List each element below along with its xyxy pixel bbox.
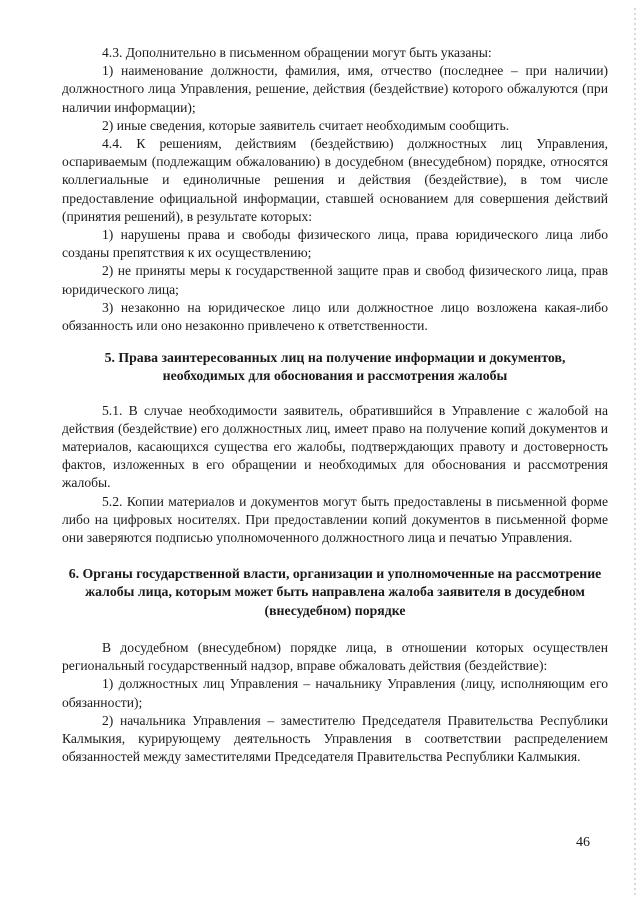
paragraph-4-4-item-3: 3) незаконно на юридическое лицо или должностное лицо возложена какая-либо обязанность или оно незаконно привлечено к ответственности. [62, 299, 608, 334]
paragraph-5-2: 5.2. Копии материалов и документов могут быть предоставлены в письменной форме либо на цифровых носителях. При предоставлении копий документов в письменной форме они заверяются подписью уполномоченного должностного лица и печатью Управления. [62, 493, 608, 546]
document-page [62, 44, 608, 766]
paragraph-6-item-2: 2) начальника Управления – заместителю Председателя Правительства Республики Калмыкия, курирующему деятельность Управления в соответствии распределением обязанностей между заместителями Председателя Правительства Республики Калмыкия. [62, 712, 608, 765]
paragraph-6-intro: В досудебном (внесудебном) порядке лица, в отношении которых осуществлен региональный государственный надзор, вправе обжаловать действия (бездействие): [62, 639, 608, 674]
paragraph-6-item-1: 1) должностных лиц Управления – начальнику Управления (лицу, исполняющим его обязанности); [62, 676, 608, 710]
paragraph-4-3-item-2: 2) иные сведения, которые заявитель считает необходимым сообщить. [102, 117, 510, 133]
paragraph-4-3: 4.3. Дополнительно в письменном обращении могут быть указаны: [102, 45, 492, 60]
paragraph-4-4-item-1: 1) нарушены права и свободы физического лица, права юридического лица либо созданы препятствия к их осуществлению; [62, 227, 608, 261]
page-number: 46 [576, 835, 590, 850]
paragraph-4-4: 4.4. К решениям, действиям (бездействию) должностных лиц Управления, оспариваемым (подлежащим обжалованию) в досудебном (внесудебном) порядке, относятся коллегиальные и единоличные решения и действия (бездействие), в том числе предоставление официальной информации, ставшей основанием для совершения действий (принятия решений), в результате которых: [62, 136, 608, 224]
scan-edge-divider [634, 8, 636, 898]
paragraph-5-1: 5.1. В случае необходимости заявитель, обратившийся в Управление с жалобой на действия (бездействие) его должностных лиц, имеет право на получение копий документов и материалов, касающихся существа его жалобы, подтверждающих правоту и достоверность фактов, изложенных в его обращении и необходимых для обоснования и рассмотрения жалобы. [62, 402, 608, 491]
section-6-heading: 6. Органы государственной власти, организации и уполномоченные на рассмотрение жалобы лица, которым может быть направлена жалоба заявителя в досудебном (внесудебном) порядке [68, 566, 602, 618]
paragraph-4-4-item-2: 2) не приняты меры к государственной защите прав и свобод физического лица, прав юридического лица; [62, 263, 608, 297]
section-5-heading: 5. Права заинтересованных лиц на получение информации и документов, необходимых для обоснования и рассмотрения жалобы [104, 350, 566, 384]
paragraph-4-3-item-1: 1) наименование должности, фамилия, имя, отчество (последнее – при наличии) должностного лица Управления, решение, действия (бездействие) которого обжалуются (при наличии информации); [62, 63, 608, 115]
